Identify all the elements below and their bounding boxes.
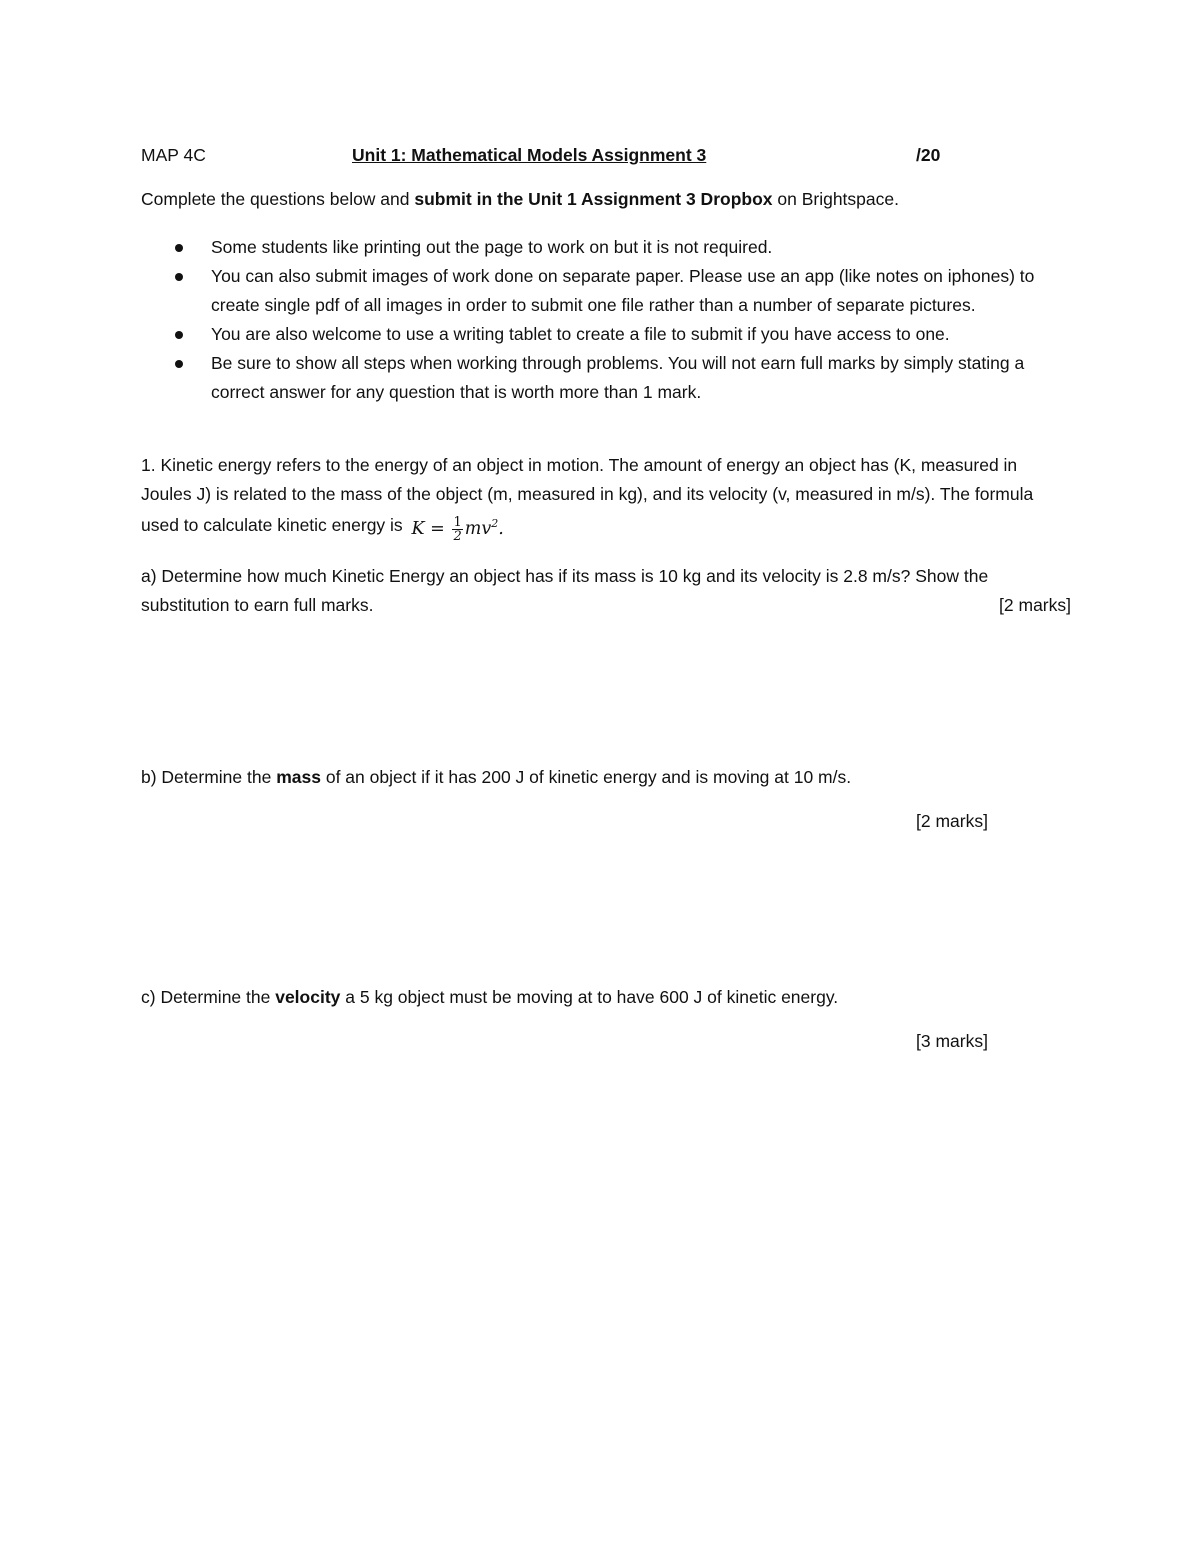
question-1b-prefix: b) Determine the [141, 767, 277, 787]
fraction-denominator: 2 [453, 529, 462, 544]
question-1b-suffix: of an object if it has 200 J of kinetic energy and is moving at 10 m/s. [320, 767, 852, 787]
question-1a-marks: [2 marks] [999, 595, 1071, 615]
formula-end: . [498, 519, 504, 539]
question-1a-text: a) Determine how much Kinetic Energy an object has if its mass is 10 kg and its velocity is 2.8 m/s? Show the substitution to earn full marks. [141, 566, 989, 615]
question-1c-suffix: a 5 kg object must be moving at to have 600 J of kinetic energy. [340, 987, 839, 1007]
list-item [141, 233, 1071, 262]
formula-rhs: mv [464, 519, 492, 539]
instructions-prefix: Complete the questions below and [141, 189, 415, 209]
question-1a [141, 562, 1071, 620]
formula-exponent: 2 [491, 517, 499, 530]
instructions-bold: submit in the Unit 1 Assignment 3 Dropbox [414, 189, 773, 209]
question-1b-bold: mass [276, 767, 321, 787]
question-1c-marks: [3 marks] [916, 1031, 988, 1051]
bullet-text: You are also welcome to use a writing tablet to create a file to submit if you have access to one. [211, 324, 950, 344]
bullet-text: Some students like printing out the page to work on but it is not required. [211, 237, 773, 257]
question-1c-prefix: c) Determine the [141, 987, 276, 1007]
assignment-title: Unit 1: Mathematical Models Assignment 3 [352, 145, 707, 165]
total-score: /20 [916, 145, 941, 165]
list-item [141, 320, 1071, 349]
bullet-icon [175, 331, 183, 339]
list-item [141, 349, 1071, 407]
question-1c-bold: velocity [275, 987, 341, 1007]
instruction-bullets [141, 233, 1071, 407]
list-item [141, 262, 1071, 320]
question-1c [141, 987, 838, 1008]
question-1 [141, 451, 1071, 544]
bullet-text: You can also submit images of work done on separate paper. Please use an app (like notes on iphones) to create single pdf of all images in order to submit one file rather than a number of separate pictures. [211, 266, 1035, 315]
question-1-text: 1. Kinetic energy refers to the energy of an object in motion. The amount of energy an object has (K, measured in Joules J) is related to the mass of the object (m, measured in kg), and its velocity (v, measured in m/s). The formula used to calculate kinetic energy is [141, 455, 1034, 536]
bullet-icon [175, 244, 183, 252]
bullet-icon [175, 360, 183, 368]
formula-lhs: K = [411, 519, 445, 539]
question-1b [141, 767, 851, 788]
fraction-numerator: 1 [453, 515, 462, 530]
question-1b-marks: [2 marks] [916, 811, 988, 831]
formula-fraction [452, 516, 462, 543]
instructions [141, 189, 899, 210]
bullet-text: Be sure to show all steps when working through problems. You will not earn full marks by simply stating a correct answer for any question that is worth more than 1 mark. [211, 353, 1025, 402]
course-code: MAP 4C [141, 145, 206, 165]
instructions-suffix: on Brightspace. [772, 189, 899, 209]
kinetic-energy-formula [412, 509, 504, 544]
bullet-icon [175, 273, 183, 281]
